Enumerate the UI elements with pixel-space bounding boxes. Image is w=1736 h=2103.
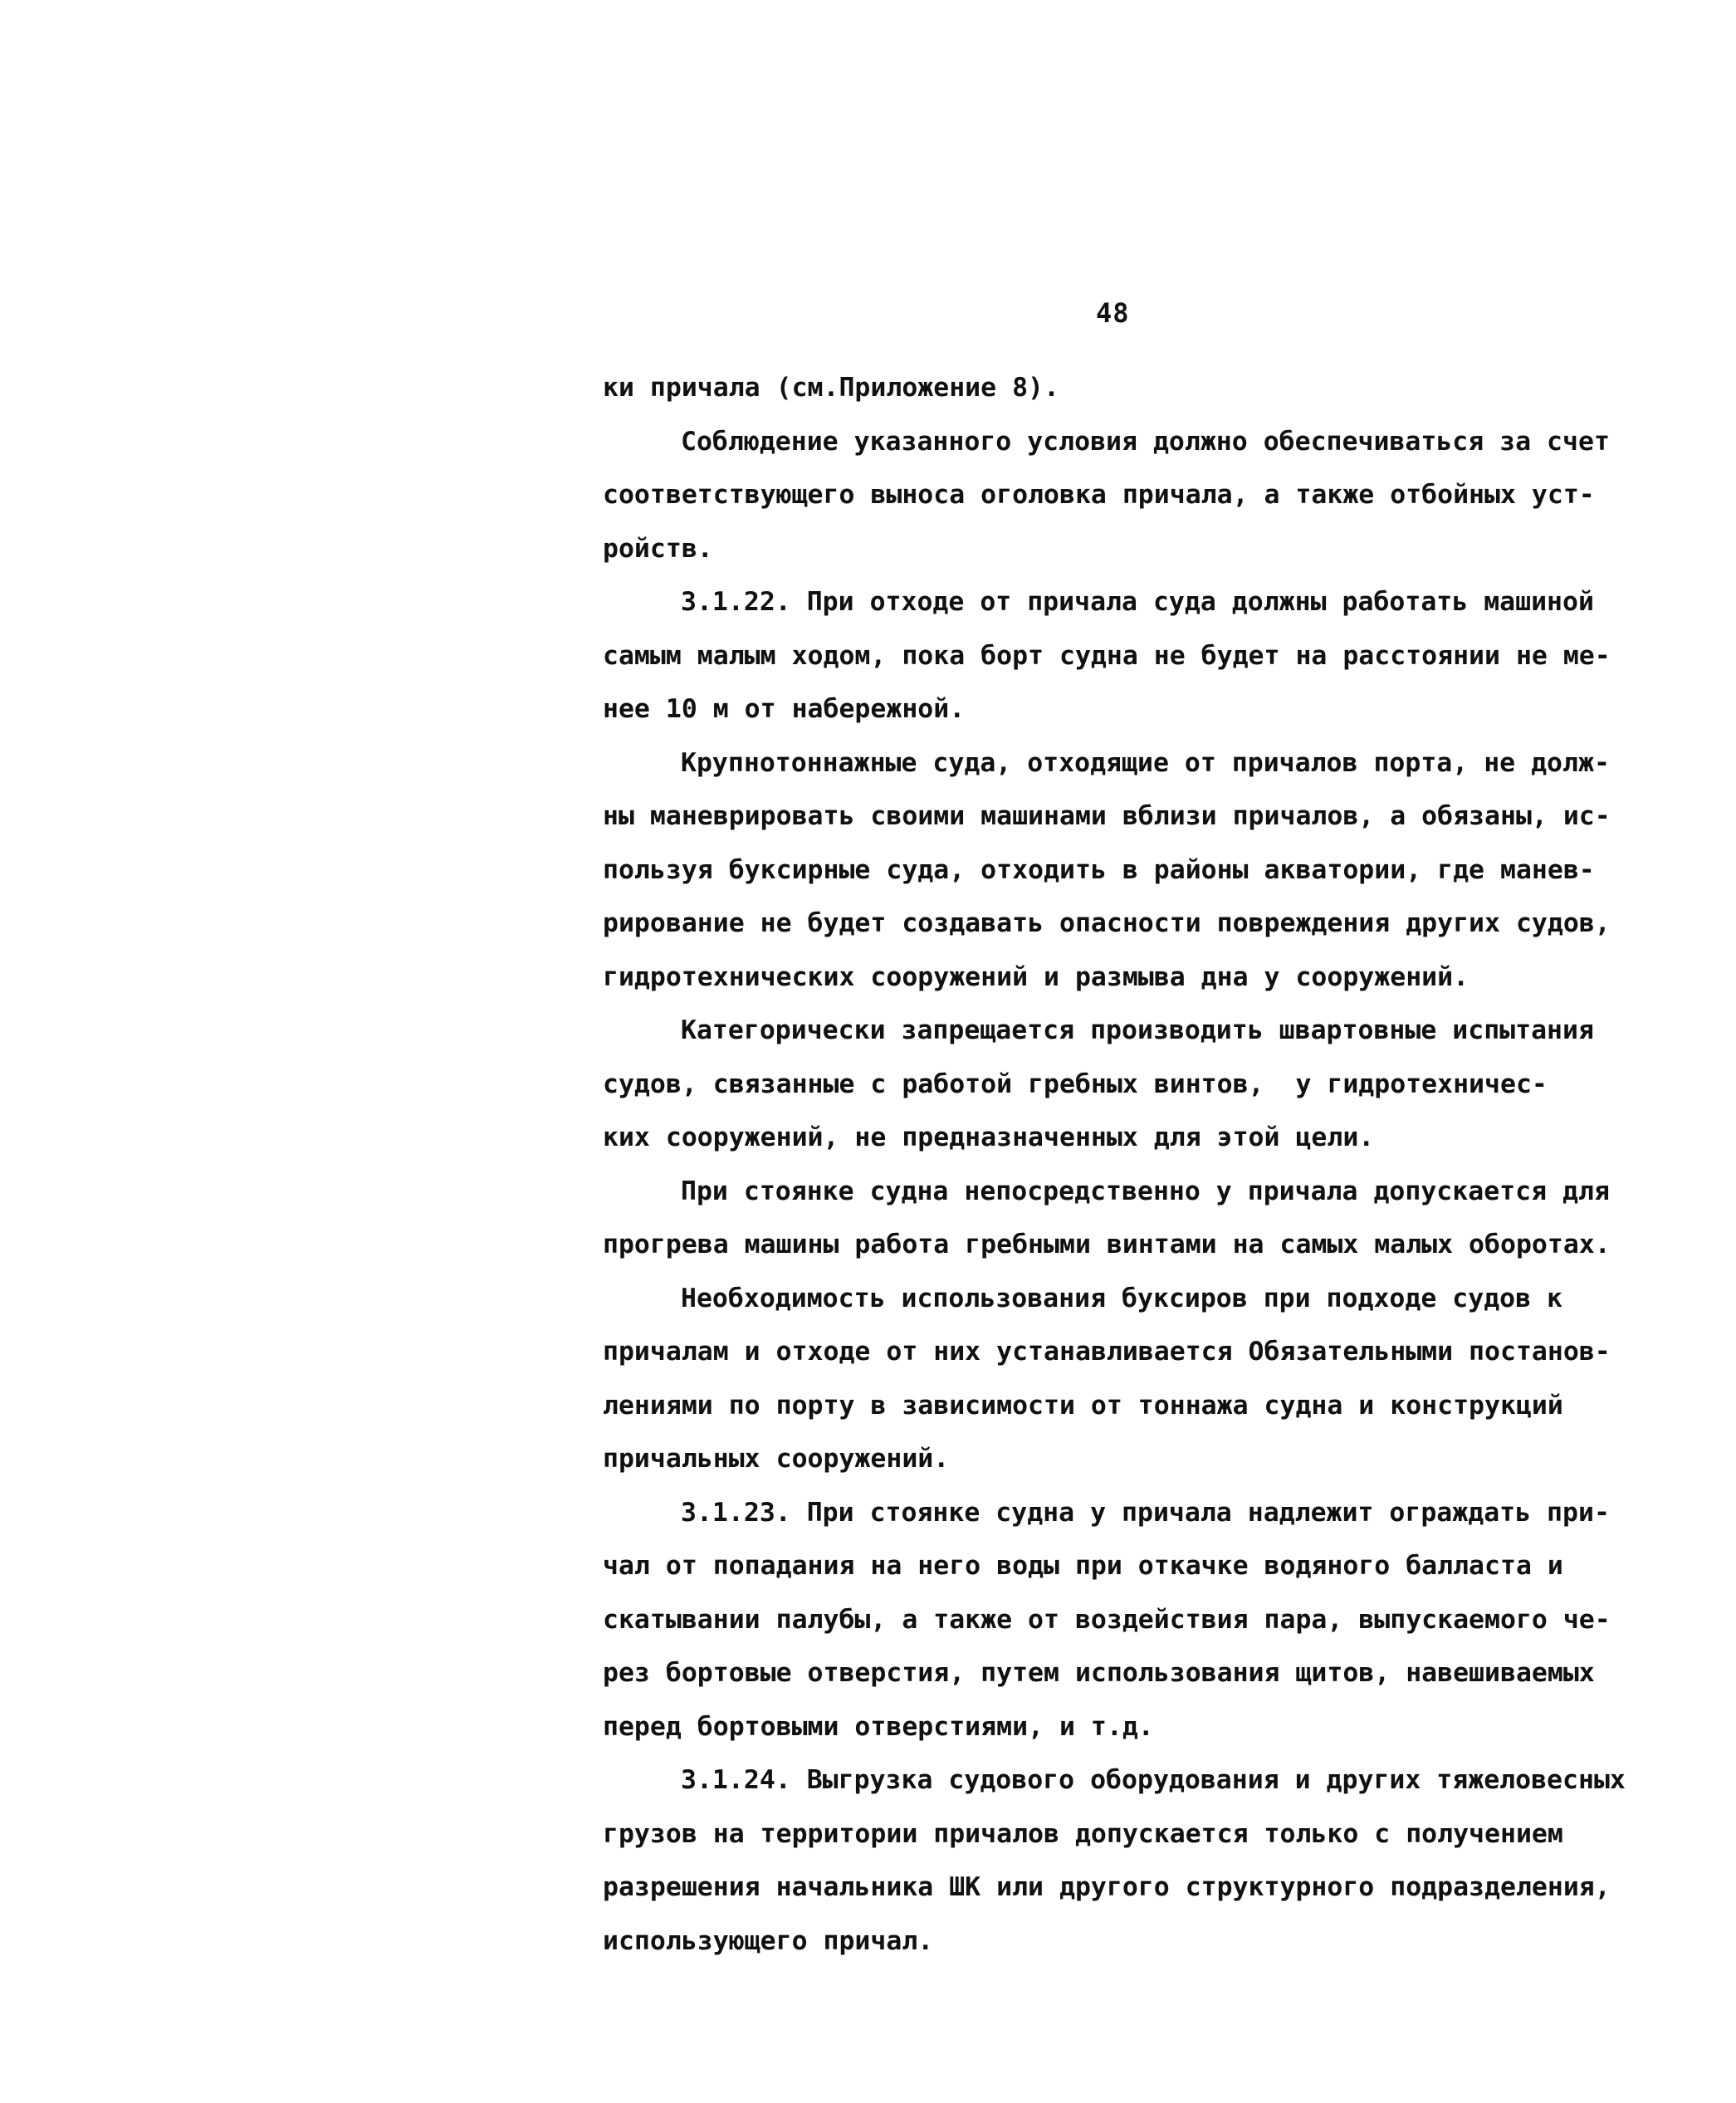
text-line: пользуя буксирные суда, отходить в районы акватории, где манев- xyxy=(603,854,1595,885)
page-number: 48 xyxy=(1096,297,1130,329)
text-line: судов, связанные с работой гребных винтов, у гидротехничес- xyxy=(603,1069,1548,1099)
text-line: Соблюдение указанного условия должно обеспечиваться за счет xyxy=(681,426,1610,457)
text-line: причальных сооружений. xyxy=(603,1444,950,1474)
text-line: Крупнотоннажные суда, отходящие от причалов порта, не долж- xyxy=(681,747,1610,778)
text-line: ких сооружений, не предназначенных для этой цели. xyxy=(603,1122,1375,1152)
text-line: грузов на территории причалов допускается только с получением xyxy=(603,1818,1563,1849)
text-line: самым малым ходом, пока борт судна не будет на расстоянии не ме- xyxy=(603,640,1611,671)
text-line: 3.1.22. При отходе от причала суда должны работать машиной xyxy=(681,587,1594,617)
text-line: ны маневрировать своими машинами вблизи причалов, а обязаны, ис- xyxy=(603,801,1611,831)
text-line: использующего причал. xyxy=(603,1925,934,1956)
text-line: прогрева машины работа гребными винтами на самых малых оборотах. xyxy=(603,1230,1611,1259)
text-line: Категорически запрещается производить швартовные испытания xyxy=(681,1015,1594,1045)
text-line: 3.1.24. Выгрузка судового оборудования и других тяжеловесных xyxy=(681,1765,1626,1795)
text-line: гидротехнических сооружений и размыва дна у сооружений. xyxy=(603,961,1469,992)
text-line: нее 10 м от набережной. xyxy=(603,694,966,724)
text-line: разрешения начальника ШК или другого структурного подразделения, xyxy=(603,1872,1611,1902)
text-line: скатывании палубы, а также от воздействия пара, выпускаемого че- xyxy=(603,1604,1611,1635)
text-line: Необходимость использования буксиров при подходе судов к xyxy=(681,1283,1563,1313)
text-line: лениями по порту в зависимости от тоннажа судна и конструкций xyxy=(603,1390,1563,1421)
text-line: чал от попадания на него воды при откачке водяного балласта и xyxy=(603,1551,1563,1581)
text-line: ройств. xyxy=(603,533,713,564)
text-line: ки причала (см.Приложение 8). xyxy=(603,373,1059,403)
text-line: рирование не будет создавать опасности повреждения других судов, xyxy=(603,908,1611,938)
text-line: При стоянке судна непосредственно у причала допускается для xyxy=(681,1176,1610,1206)
body-text xyxy=(603,361,1626,1968)
text-line: 3.1.23. При стоянке судна у причала надлежит ограждать при- xyxy=(681,1497,1610,1528)
text-line: перед бортовыми отверстиями, и т.д. xyxy=(603,1711,1154,1742)
text-line: причалам и отходе от них устанавливается Обязательными постанов- xyxy=(603,1337,1611,1367)
text-line: соответствующего выноса оголовка причала, а также отбойных уст- xyxy=(603,480,1595,510)
text-line: рез бортовые отверстия, путем использования щитов, навешиваемых xyxy=(603,1658,1595,1688)
